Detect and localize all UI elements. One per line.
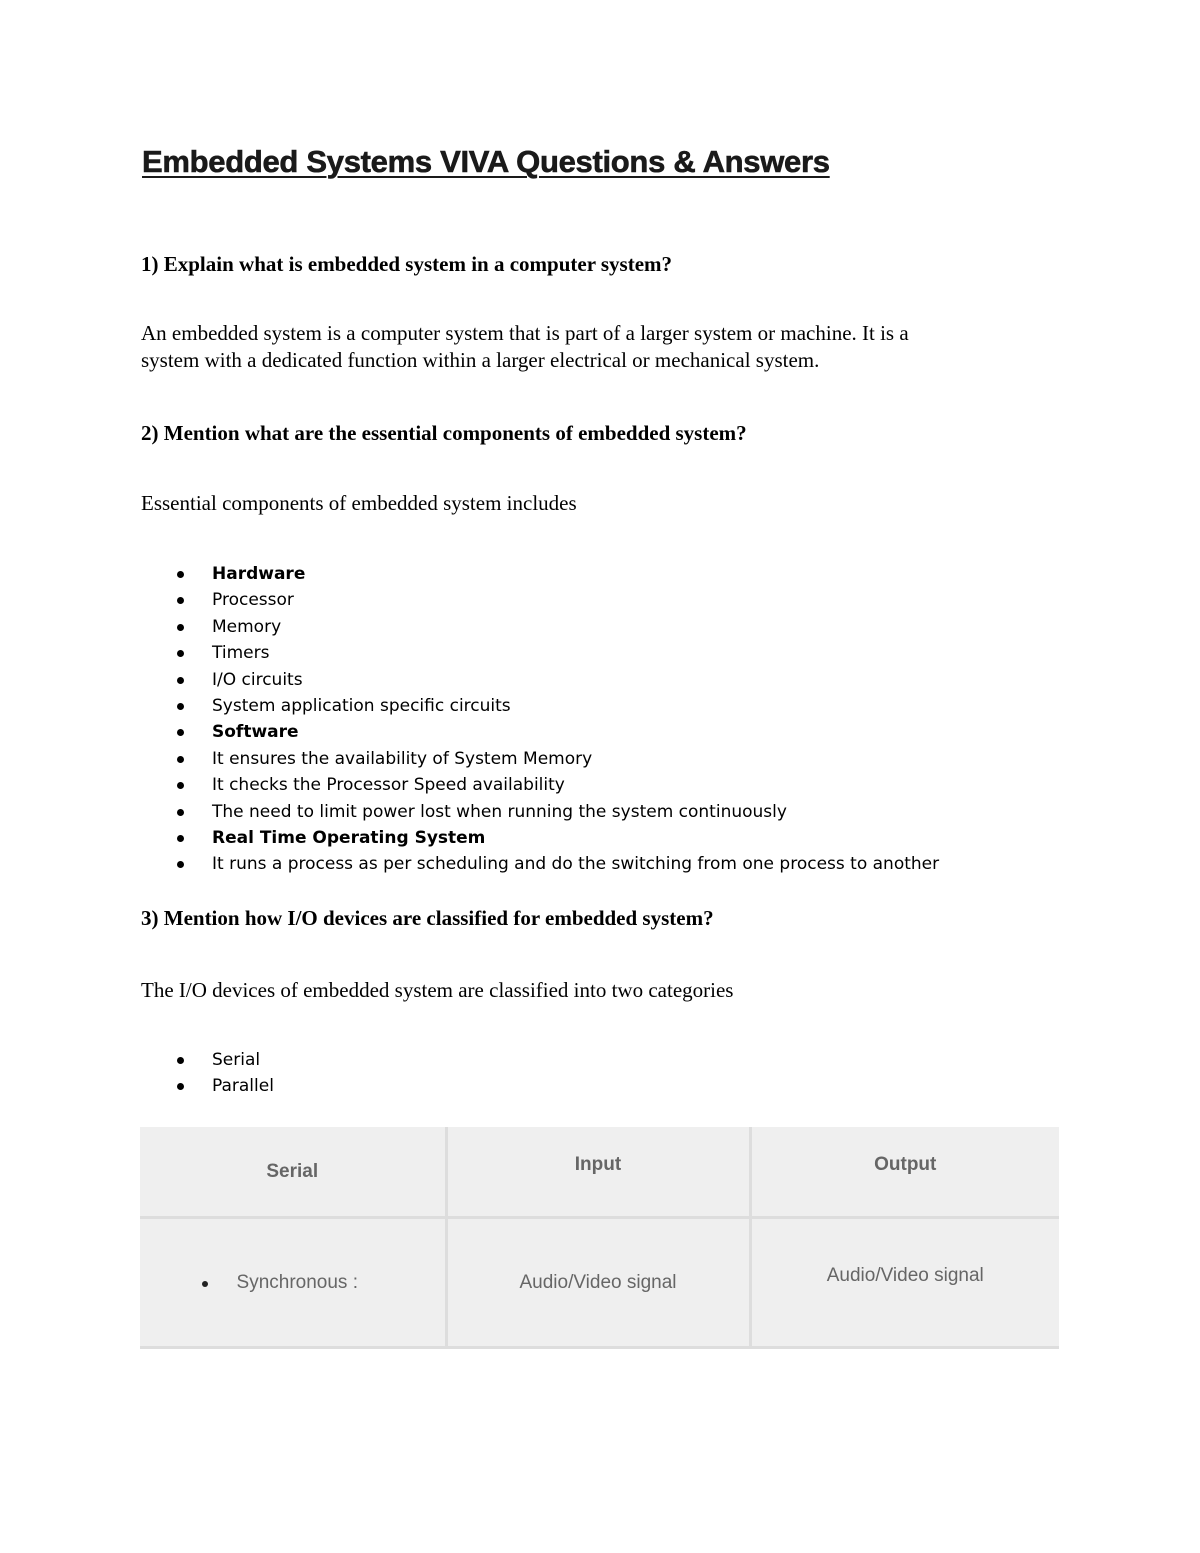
list-item: Timers: [0, 640, 939, 666]
page-title: Embedded Systems VIVA Questions & Answers: [142, 144, 830, 179]
list-item: Real Time Operating System: [0, 825, 939, 851]
answer-3-intro: The I/O devices of embedded system are classified into two categories: [141, 978, 734, 1002]
list-item: Processor: [0, 587, 939, 613]
list-item: It checks the Processor Speed availability: [0, 772, 939, 798]
list-item: I/O circuits: [0, 667, 939, 693]
list-item: It ensures the availability of System Memory: [0, 746, 939, 772]
io-devices-table: [140, 1127, 1059, 1349]
components-list: [0, 561, 939, 878]
list-item: Software: [0, 719, 939, 745]
answer-1-line-2: system with a dedicated function within a larger electrical or mechanical system.: [141, 348, 820, 372]
table-header-cell: [140, 1127, 446, 1218]
table-cell: [140, 1218, 446, 1348]
table-cell: [750, 1218, 1059, 1348]
list-item: It runs a process as per scheduling and do the switching from one process to another: [0, 851, 939, 877]
list-item: Parallel: [0, 1073, 274, 1099]
table-header-cell: [750, 1127, 1059, 1218]
question-3: 3) Mention how I/O devices are classified for embedded system?: [141, 906, 714, 930]
question-1: 1) Explain what is embedded system in a computer system?: [141, 252, 673, 276]
io-categories-list: [0, 1047, 274, 1100]
list-item: Serial: [0, 1047, 274, 1073]
output-value: Audio/Video signal: [826, 1264, 984, 1286]
list-item: Memory: [0, 614, 939, 640]
list-item: Hardware: [0, 561, 939, 587]
header-output: Output: [874, 1153, 937, 1175]
header-serial: Serial: [266, 1160, 319, 1182]
table-row: [140, 1218, 1059, 1348]
table-header-cell: [446, 1127, 750, 1218]
synchronous-label: Synchronous :: [236, 1271, 358, 1293]
table-header-row: [140, 1127, 1059, 1218]
list-item: The need to limit power lost when running the system continuously: [0, 799, 939, 825]
input-value: Audio/Video signal: [519, 1271, 677, 1293]
synchronous-item: [237, 1272, 358, 1294]
answer-1-line-1: An embedded system is a computer system that is part of a larger system or machine. It is a: [141, 321, 909, 345]
list-item: System application specific circuits: [0, 693, 939, 719]
answer-2-intro: Essential components of embedded system includes: [141, 491, 577, 515]
table-cell: [446, 1218, 750, 1348]
question-2: 2) Mention what are the essential components of embedded system?: [141, 421, 747, 445]
header-input: Input: [574, 1153, 622, 1175]
bullet-icon: [202, 1281, 208, 1287]
